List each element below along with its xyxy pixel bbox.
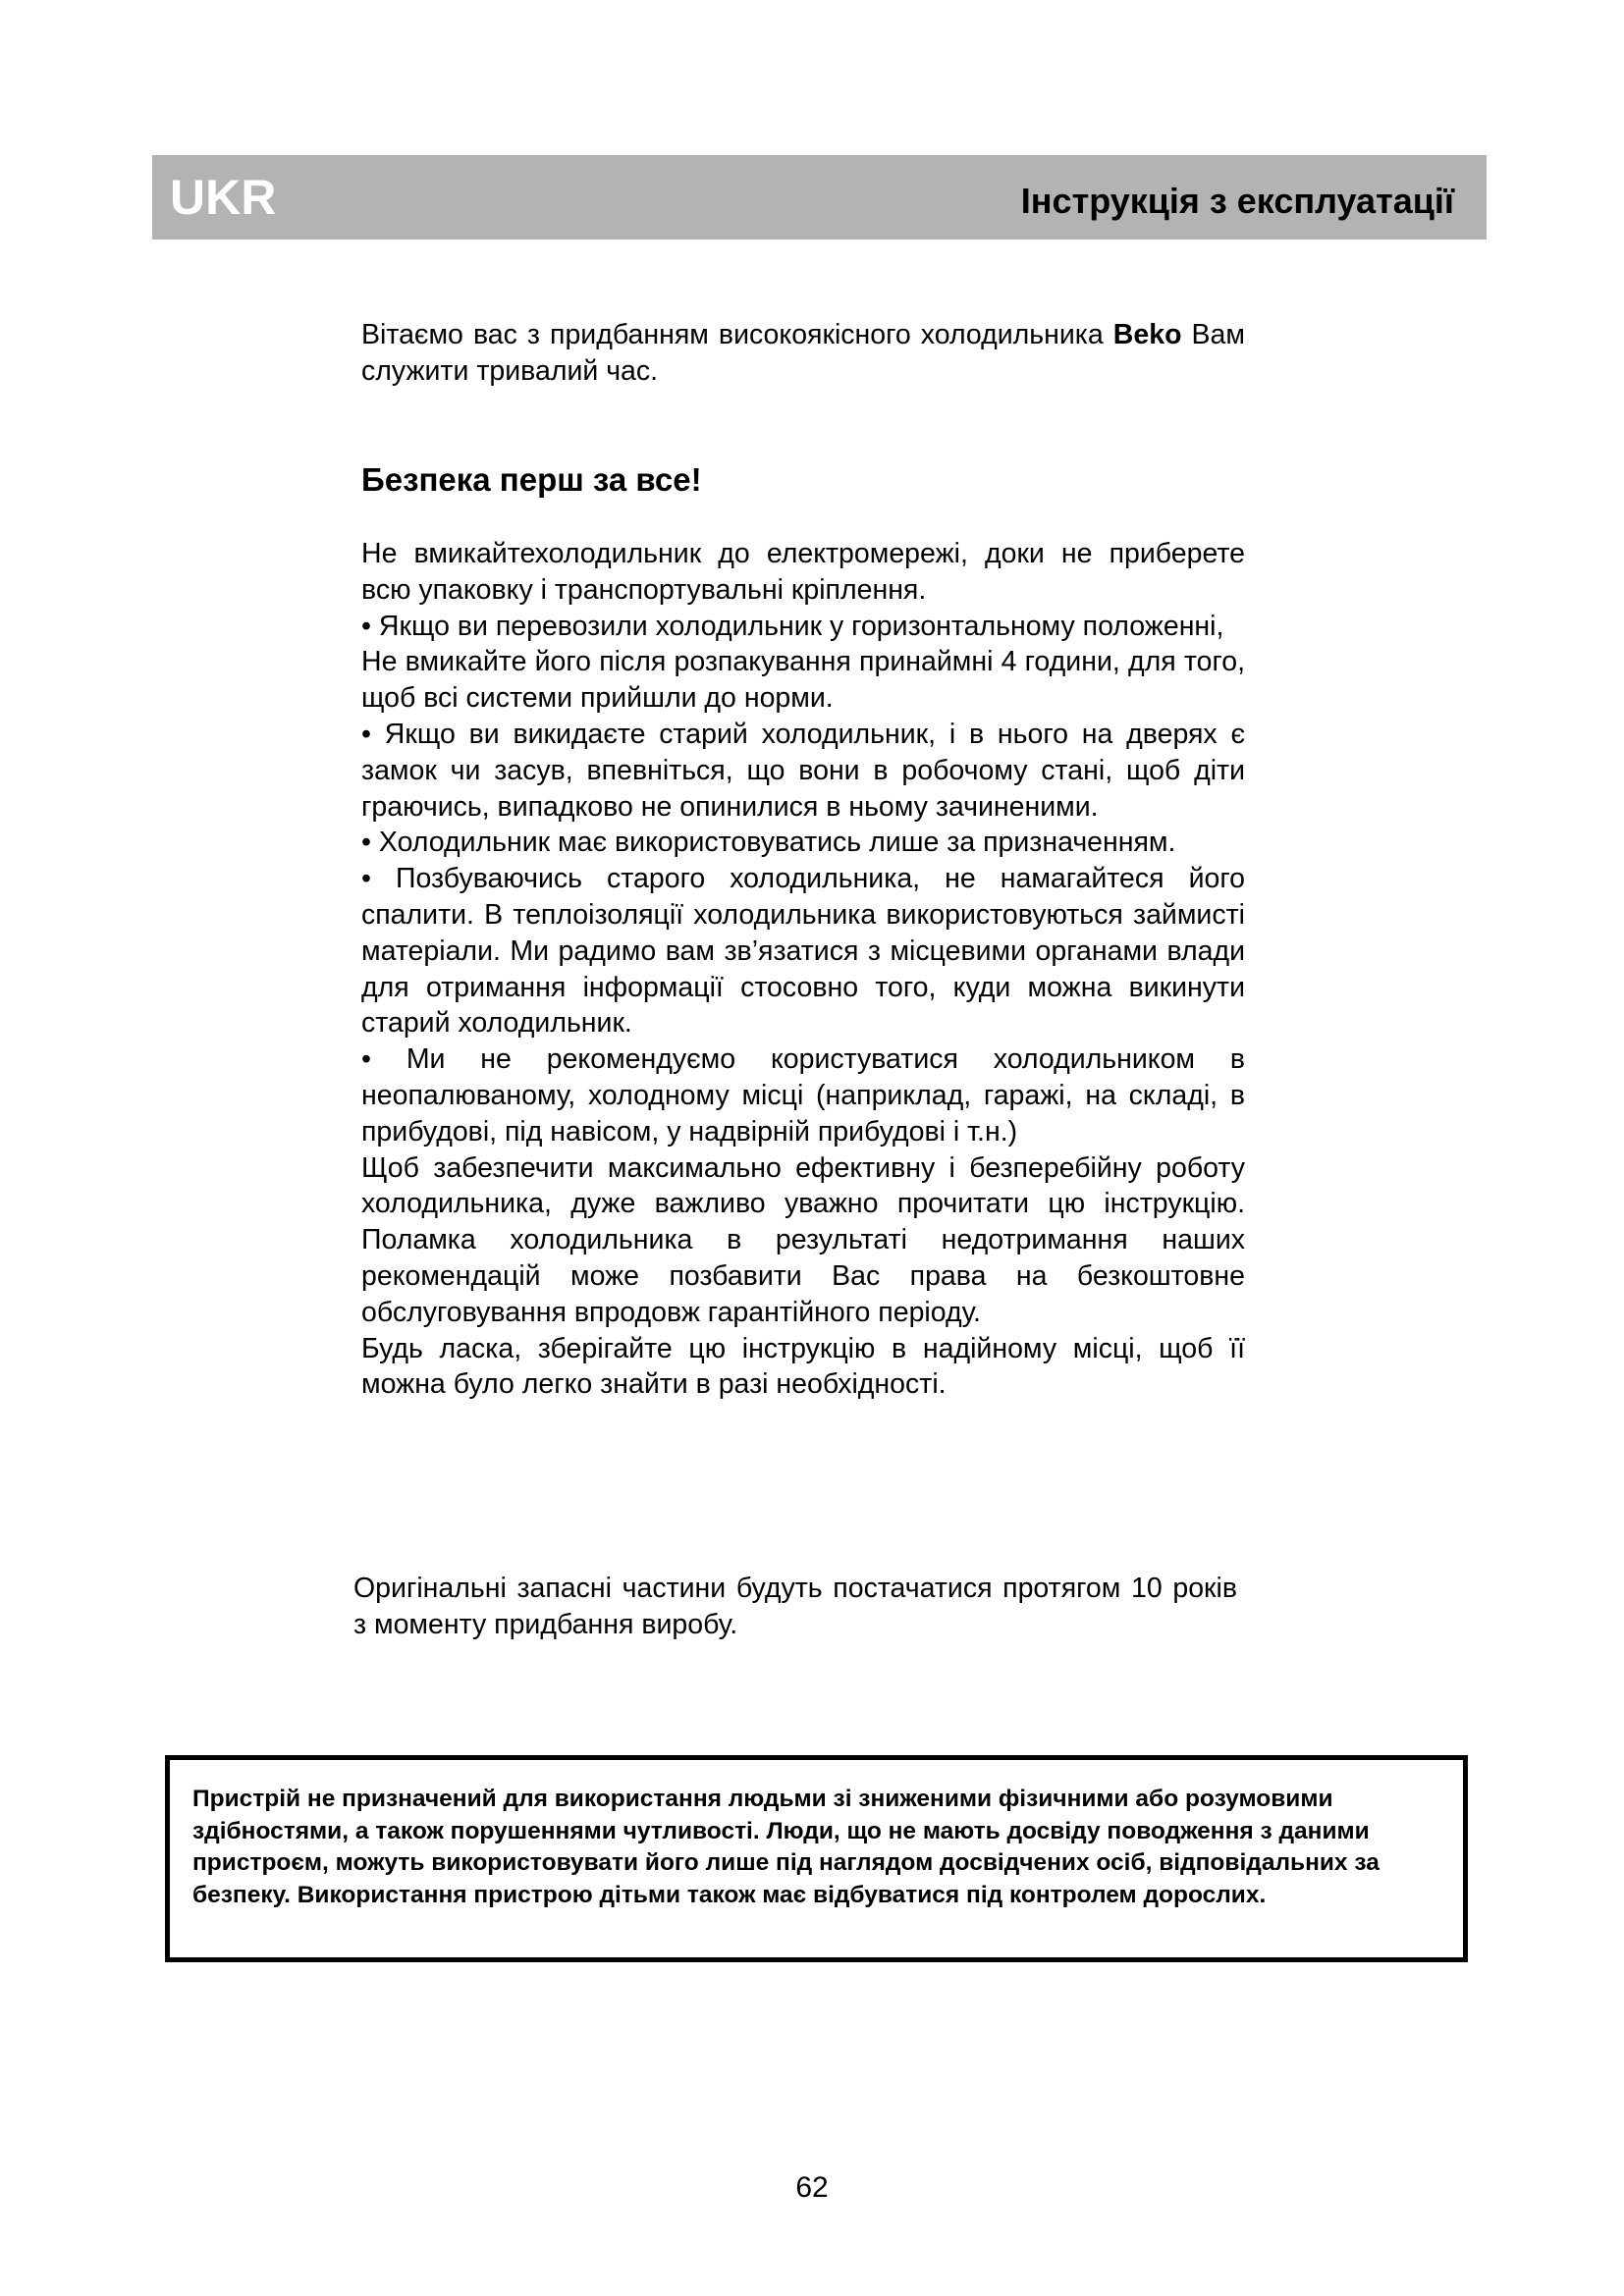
intro-section <box>361 317 1245 390</box>
safety-section <box>361 536 1245 1403</box>
safety-paragraph: • Холодильник має використовуватись лише за призначенням. <box>361 827 1176 859</box>
safety-paragraph: Будь ласка, зберігайте цю інструкцію в надійному місці, щоб її можна було легко знайти в разі необхідності. <box>361 1332 1245 1401</box>
safety-paragraph: • Якщо ви викидаєте старий холодильник, і в нього на дверях є замок чи засув, впевніться, що вони в робочому стані, щоб діти граючись, випадково не опинилися в ньому зачиненими. <box>361 718 1245 823</box>
warning-text: Пристрій не призначений для використання людьми зі зниженими фізичними або розумовими здібностями, а також порушеннями чутливості. Люди, що не мають досвіду поводження з даними пристроєм, можуть використовувати його лише під наглядом досвідчених осіб, відповідальних за безпеку. Використання пристрою дітьми також має відбуватися під контролем дорослих. <box>192 1786 1380 1908</box>
language-code: UKR <box>170 170 277 225</box>
safety-paragraph: • Ми не рекомендуємо користуватися холодильником в неопалюваному, холодному місці (наприклад, гаражі, на складі, в прибудові, під навісом, у надвірній прибудові і т.н.) <box>361 1043 1245 1148</box>
brand-name: Beko <box>1112 319 1182 350</box>
intro-paragraph <box>361 317 1245 390</box>
safety-paragraph: Не вмикайте його після розпакування принаймні 4 години, для того, щоб всі системи прийшли до норми. <box>361 646 1245 715</box>
intro-text-end: Вам служити тривалий час. <box>361 319 1245 387</box>
safety-paragraph: • Позбуваючись старого холодильника, не намагайтеся його спалити. В теплоізоляції холодильника використовуються займисті матеріали. Ми радимо вам зв’язатися з місцевими органами влади для отримання інформації стосовно того, куди можна викинути старий холодильник. <box>361 863 1245 1040</box>
page-number: 62 <box>795 2171 829 2204</box>
document-title: Інструкція з експлуатації <box>1020 181 1454 221</box>
safety-paragraph: Щоб забезпечити максимально ефективну і безперебійну роботу холодильника, дуже важливо уважно прочитати цю інструкцію. Поламка холодильника в результаті недотримання наших рекомендацій може позбавити Вас права на безкоштовне обслуговування впродовж гарантійного періоду. <box>361 1151 1245 1328</box>
intro-text-start: Вітаємо вас з придбанням високоякісного холодильника <box>361 319 1113 350</box>
warning-box <box>165 1755 1468 1962</box>
header-bar <box>152 155 1487 240</box>
safety-paragraph: • Якщо ви перевозили холодильник у горизонтальному положенні, <box>361 610 1224 642</box>
spare-parts-text: Оригінальні запасні частини будуть постачатися протягом 10 років з моменту придбання виробу. <box>353 1573 1237 1640</box>
safety-paragraph: Не вмикайтехолодильник до електромережі, доки не приберете всю упаковку і транспортувальні кріплення. <box>361 538 1245 606</box>
safety-heading: Безпека перш за все! <box>361 461 702 498</box>
spare-parts-section <box>353 1571 1237 1643</box>
